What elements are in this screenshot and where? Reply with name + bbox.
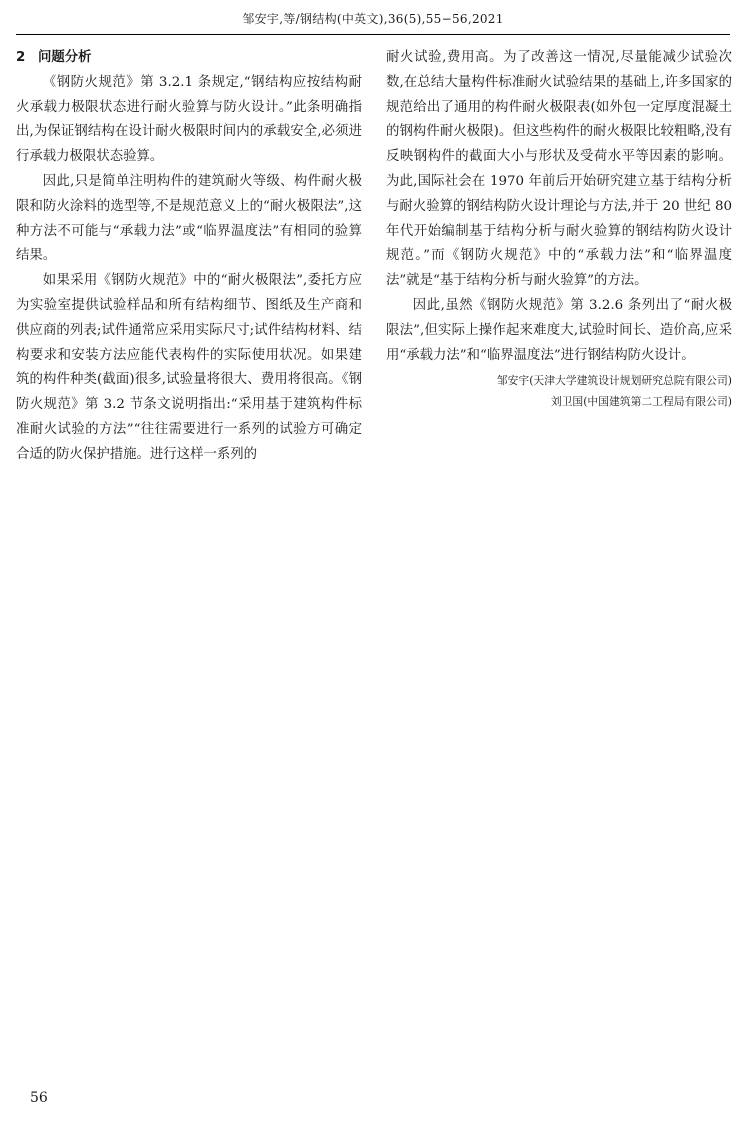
paragraph: 因此,只是简单注明构件的建筑耐火等级、构件耐火极限和防火涂料的选型等,不是规范意义上的“耐火极限法”,这种方法不可能与“承载力法”或“临界温度法”有相同的验算结果。	[16, 173, 362, 264]
running-header: 邹安宇,等/钢结构(中英文),36(5),55−56,2021	[242, 12, 504, 26]
author-signatures	[386, 370, 732, 412]
paragraph: 《钢防火规范》第 3.2.1 条规定,“钢结构应按结构耐火承载力极限状态进行耐火验算与防火设计。”此条明确指出,为保证钢结构在设计耐火极限时间内的承载安全,必须进行承载力极限状态验算。	[16, 74, 362, 165]
section-heading	[16, 46, 362, 71]
right-column	[386, 46, 732, 412]
author-signature: 邹安宇(天津大学建筑设计规划研究总院有限公司)	[496, 374, 732, 388]
section-number: 2	[16, 50, 26, 65]
page-number: 56	[30, 1090, 48, 1106]
section-title: 问题分析	[38, 50, 92, 65]
author-signature: 刘卫国(中国建筑第二工程局有限公司)	[550, 395, 732, 409]
paragraph: 因此,虽然《钢防火规范》第 3.2.6 条列出了“耐火极限法”,但实际上操作起来难度大,试验时间长、造价高,应采用“承载力法”和“临界温度法”进行钢结构防火设计。	[386, 297, 732, 363]
paragraph: 如果采用《钢防火规范》中的“耐火极限法”,委托方应为实验室提供试验样品和所有结构细节、图纸及生产商和供应商的列表;试件通常应采用实际尺寸;试件结构材料、结构要求和安装方法应能代表构件的实际使用状况。如果建筑的构件种类(截面)很多,试验量将很大、费用将很高。《钢防火规范》第 3.2 节条文说明指出:“采用基于建筑构件标准耐火试验的方法”“往往需要进行一系列的试验方可确定合适的防火保护措施。进行这样一系列的	[16, 273, 362, 462]
paragraph-continued: 耐火试验,费用高。为了改善这一情况,尽量能减少试验次数,在总结大量构件标准耐火试验结果的基础上,许多国家的规范给出了通用的构件耐火极限表(如外包一定厚度混凝土的钢构件耐火极限)。但这些构件的耐火极限比较粗略,没有反映钢构件的截面大小与形状及受荷水平等因素的影响。为此,国际社会在 1970 年前后开始研究建立基于结构分析与耐火验算的钢结构防火设计理论与方法,并于 20 世纪 80 年代开始编制基于结构分析与耐火验算的钢结构防火设计规范。”而《钢防火规范》中的“承载力法”和“临界温度法”就是“基于结构分析与耐火验算”的方法。	[386, 50, 732, 289]
left-column	[16, 46, 362, 468]
header-divider	[16, 34, 730, 35]
